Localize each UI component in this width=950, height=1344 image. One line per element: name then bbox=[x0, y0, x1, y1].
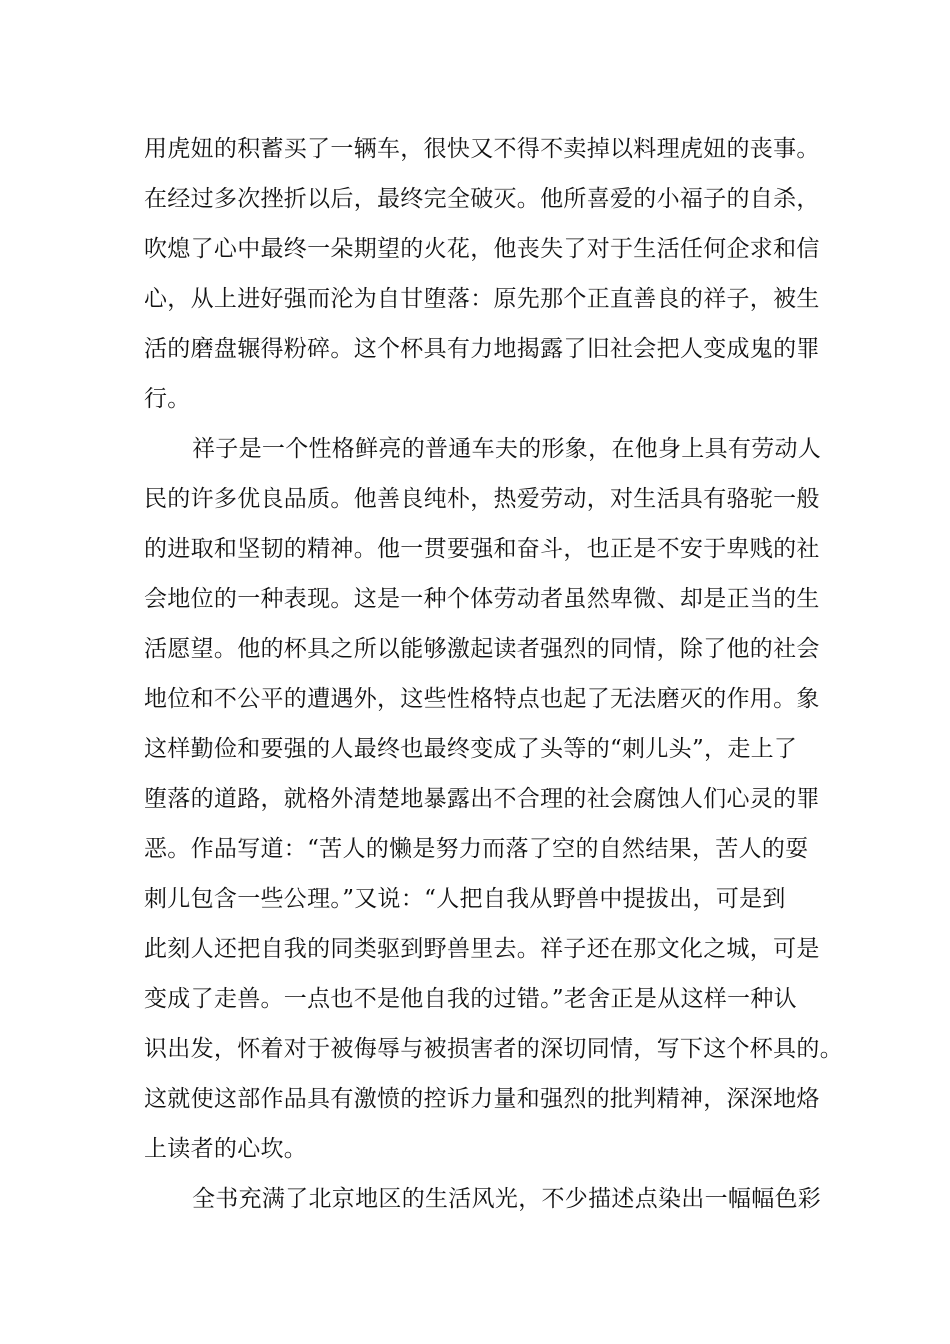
text-line: 上读者的心坎。 bbox=[144, 1136, 308, 1162]
text-line: 会地位的一种表现。这是一种个体劳动者虽然卑微、却是正当的生 bbox=[144, 586, 820, 612]
text-line: 吹熄了心中最终一朵期望的火花，他丧失了对于生活任何企求和信 bbox=[144, 236, 820, 262]
text-line: 活的磨盘辗得粉碎。这个杯具有力地揭露了旧社会把人变成鬼的罪 bbox=[144, 336, 820, 362]
text-line: 民的许多优良品质。他善良纯朴，热爱劳动，对生活具有骆驼一般 bbox=[144, 486, 820, 512]
text-line: 变成了走兽。一点也不是他自我的过错。”老舍正是从这样一种认 bbox=[144, 986, 797, 1012]
text-line: 行。 bbox=[144, 386, 191, 412]
text-line: 的进取和坚韧的精神。他一贯要强和奋斗，也正是不安于卑贱的社 bbox=[144, 536, 820, 562]
text-line: 堕落的道路，就格外清楚地暴露出不合理的社会腐蚀人们心灵的罪 bbox=[144, 786, 820, 812]
text-line: 恶。作品写道：“苦人的懒是努力而落了空的自然结果，苦人的耍 bbox=[144, 836, 809, 862]
text-line: 这样勤俭和要强的人最终也最终变成了头等的“刺儿头”，走上了 bbox=[144, 736, 798, 762]
text-line: 此刻人还把自我的同类驱到野兽里去。祥子还在那文化之城，可是 bbox=[144, 936, 820, 962]
paragraph-first-line: 全书充满了北京地区的生活风光，不少描述点染出一幅幅色彩 bbox=[192, 1186, 822, 1212]
text-line: 用虎妞的积蓄买了一辆车，很快又不得不卖掉以料理虎妞的丧事。 bbox=[144, 136, 820, 162]
text-line: 心，从上进好强而沦为自甘堕落：原先那个正直善良的祥子，被生 bbox=[144, 286, 820, 312]
text-line: 在经过多次挫折以后，最终完全破灭。他所喜爱的小福子的自杀， bbox=[144, 186, 820, 212]
text-line: 刺儿包含一些公理。”又说：“人把自我从野兽中提拔出，可是到 bbox=[144, 886, 786, 912]
text-line: 地位和不公平的遭遇外，这些性格特点也起了无法磨灭的作用。象 bbox=[144, 686, 820, 712]
paragraph-first-line: 祥子是一个性格鲜亮的普通车夫的形象，在他身上具有劳动人 bbox=[192, 436, 822, 462]
text-line: 这就使这部作品具有激愤的控诉力量和强烈的批判精神，深深地烙 bbox=[144, 1086, 820, 1112]
text-line: 活愿望。他的杯具之所以能够激起读者强烈的同情，除了他的社会 bbox=[144, 636, 820, 662]
text-line: 识出发，怀着对于被侮辱与被损害者的深切同情，写下这个杯具的。 bbox=[144, 1036, 843, 1062]
